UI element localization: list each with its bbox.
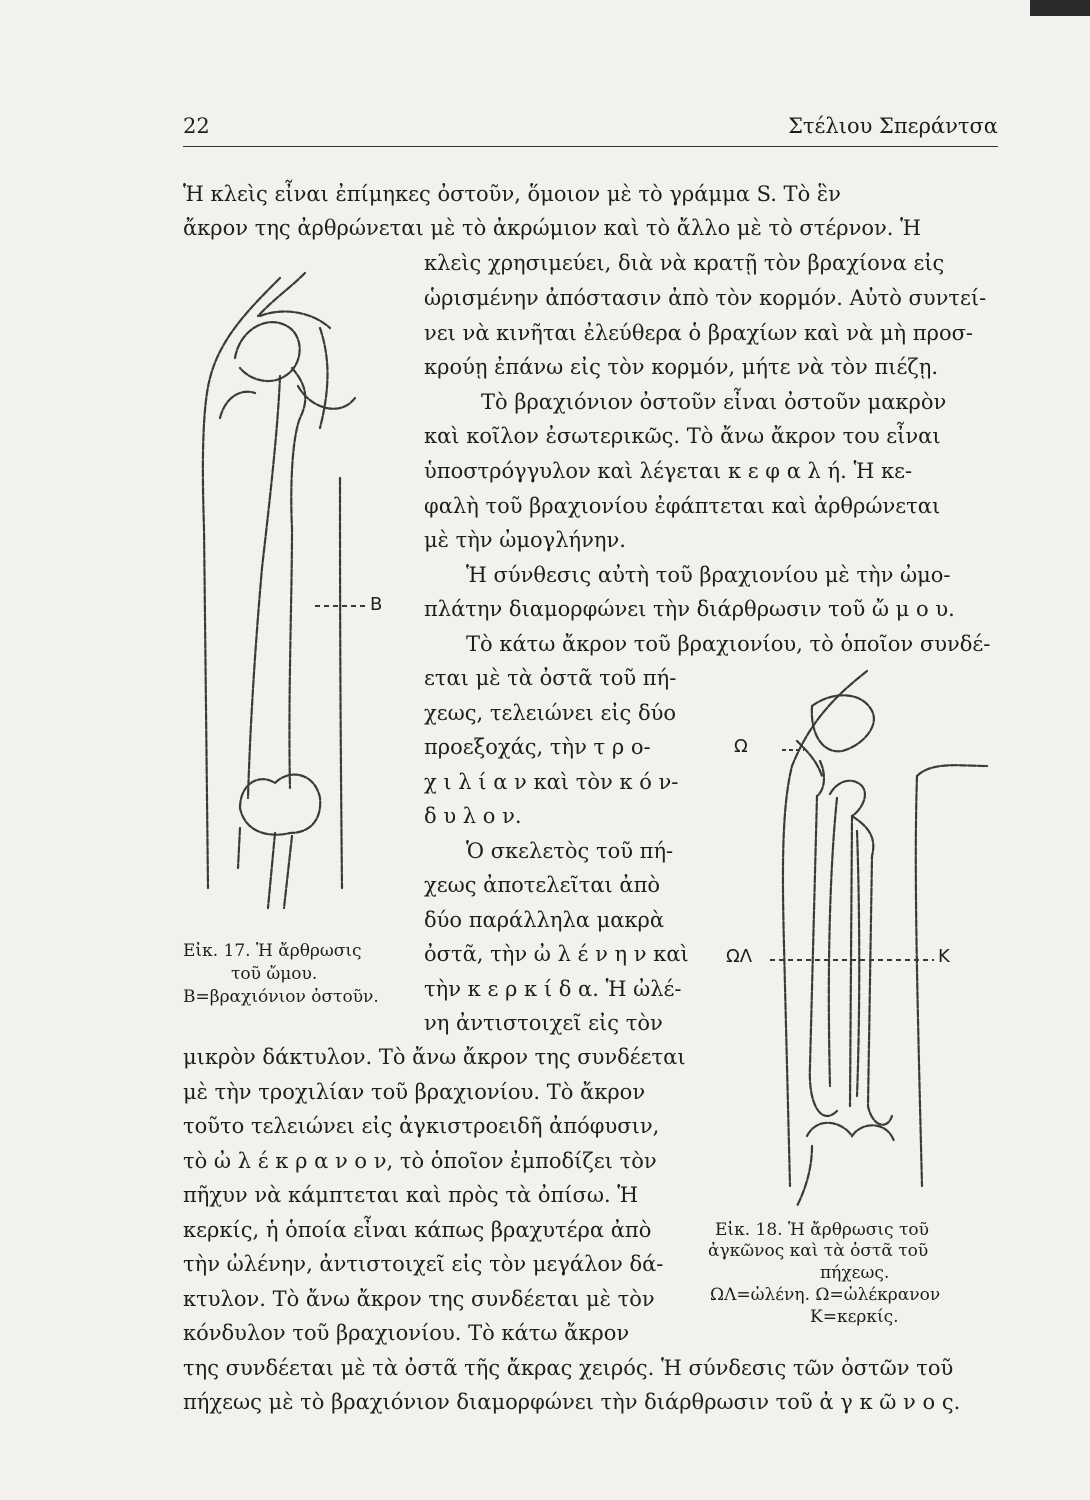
page-number: 22 bbox=[183, 114, 210, 138]
body-line-24: τὴν κ ε ρ κ ί δ α. Ἡ ὠλέ- bbox=[424, 977, 682, 1001]
body-line-29: τὸ ὠ λ έ κ ρ α ν ο ν, τὸ ὁποῖον ἐμποδίζει τὸν bbox=[183, 1149, 657, 1173]
body-line-8: καὶ κοῖλον ἐσωτερικῶς. Τὸ ἄνω ἄκρον του εἶναι bbox=[424, 424, 941, 448]
body-line-22: δύο παράλληλα μακρὰ bbox=[424, 908, 665, 932]
figure-18-caption-line-3: πήχεως. bbox=[820, 1263, 890, 1283]
figure-17-caption-line-1: Εἰκ. 17. Ἡ ἄρθρωσις bbox=[183, 941, 362, 961]
body-line-30: πῆχυν νὰ κάμπτεται καὶ πρὸς τὰ ὀπίσω. Ἡ bbox=[183, 1183, 639, 1207]
body-line-18: χ ι λ ί α ν καὶ τὸν κ ό ν- bbox=[424, 770, 679, 794]
body-line-1: Ἡ κλεὶς εἶναι ἐπίμηκες ὀστοῦν, ὅμοιον μὲ τὸ γράμμα S. Τὸ ἓν bbox=[183, 182, 841, 206]
body-line-23: ὀστᾶ, τὴν ὠ λ έ ν η ν καὶ bbox=[424, 942, 689, 966]
figure-18-caption-line-4: ΩΛ=ὠλένη. Ω=ὠλέκρανον bbox=[710, 1285, 941, 1305]
body-line-14: Τὸ κάτω ἄκρον τοῦ βραχιονίου, τὸ ὁποῖον συνδέ- bbox=[466, 632, 991, 656]
body-line-20: Ὁ σκελετὸς τοῦ πή- bbox=[466, 839, 674, 863]
body-line-4: ὡρισμένην ἀπόστασιν ἀπὸ τὸν κορμόν. Αὐτὸ συντεί- bbox=[424, 286, 987, 310]
header-rule bbox=[183, 146, 998, 147]
figure-18-caption-line-5: Κ=κερκίς. bbox=[810, 1307, 899, 1327]
body-line-3: κλεὶς χρησιμεύει, διὰ νὰ κρατῇ τὸν βραχίονα εἰς bbox=[424, 251, 945, 275]
figure-18-drawing bbox=[712, 666, 1002, 1226]
body-line-28: τοῦτο τελειώνει εἰς ἀγκιστροειδῆ ἀπόφυσιν, bbox=[183, 1114, 660, 1138]
body-line-33: κτυλον. Τὸ ἄνω ἄκρον της συνδέεται μὲ τὸν bbox=[183, 1287, 655, 1311]
scan-corner-shadow bbox=[1030, 0, 1090, 16]
body-line-7: Τὸ βραχιόνιον ὀστοῦν εἶναι ὀστοῦν μακρὸν bbox=[481, 390, 947, 414]
figure-18-elbow-joint bbox=[712, 666, 1002, 1226]
body-line-13: πλάτην διαμορφώνει τὴν διάρθρωσιν τοῦ ὤ μ ο υ. bbox=[424, 597, 955, 621]
body-line-27: μὲ τὴν τροχιλίαν τοῦ βραχιονίου. Τὸ ἄκρον bbox=[183, 1080, 646, 1104]
body-line-16: χεως, τελειώνει εἰς δύο bbox=[424, 701, 677, 725]
body-line-36: πήχεως μὲ τὸ βραχιόνιον διαμορφώνει τὴν διάρθρωσιν τοῦ ἀ γ κ ῶ ν ο ς. bbox=[183, 1390, 961, 1414]
body-line-35: της συνδέεται μὲ τὰ ὀστᾶ τῆς ἄκρας χειρός. Ἡ σύνδεσις τῶν ὀστῶν τοῦ bbox=[183, 1356, 954, 1380]
body-line-26: μικρὸν δάκτυλον. Τὸ ἄνω ἄκρον της συνδέεται bbox=[183, 1045, 686, 1069]
figure-17-caption-line-3: Β=βραχιόνιον ὀστοῦν. bbox=[183, 987, 379, 1007]
figure-17-label-b: B bbox=[370, 594, 383, 615]
body-line-2: ἄκρον της ἀρθρώνεται μὲ τὸ ἀκρώμιον καὶ τὸ ἄλλο μὲ τὸ στέρνον. Ἡ bbox=[183, 216, 921, 240]
body-line-25: νη ἀντιστοιχεῖ εἰς τὸν bbox=[424, 1011, 663, 1035]
body-line-10: φαλὴ τοῦ βραχιονίου ἐφάπτεται καὶ ἀρθρώνεται bbox=[424, 494, 941, 518]
figure-18-label-omega: Ω bbox=[734, 736, 748, 757]
figure-17-caption-line-2: τοῦ ὤμου. bbox=[231, 964, 318, 984]
body-line-6: κρούῃ ἐπάνω εἰς τὸν κορμόν, μήτε νὰ τὸν πιέζῃ. bbox=[424, 355, 939, 379]
body-line-5: νει νὰ κινῆται ἐλεύθερα ὁ βραχίων καὶ νὰ μὴ προσ- bbox=[424, 321, 974, 345]
body-line-34: κόνδυλον τοῦ βραχιονίου. Τὸ κάτω ἄκρον bbox=[183, 1321, 630, 1345]
body-line-12: Ἡ σύνθεσις αὐτὴ τοῦ βραχιονίου μὲ τὴν ὠμο- bbox=[466, 563, 951, 587]
body-line-9: ὑποστρόγγυλον καὶ λέγεται κ ε φ α λ ή. Ἡ κε- bbox=[424, 459, 913, 483]
body-line-21: χεως ἀποτελεῖται ἀπὸ bbox=[424, 873, 661, 897]
running-title: Στέλιου Σπεράντσα bbox=[788, 114, 998, 138]
body-line-19: δ υ λ ο ν. bbox=[424, 804, 522, 828]
figure-17-shoulder-joint bbox=[180, 268, 420, 928]
figure-17-drawing bbox=[180, 268, 420, 928]
body-line-11: μὲ τὴν ὠμογλήνην. bbox=[424, 528, 626, 552]
body-line-15: εται μὲ τὰ ὀστᾶ τοῦ πή- bbox=[424, 666, 677, 690]
body-line-17: προεξοχάς, τὴν τ ρ ο- bbox=[424, 735, 651, 759]
body-line-32: τὴν ὠλένην, ἀντιστοιχεῖ εἰς τὸν μεγάλον δά- bbox=[183, 1252, 664, 1276]
page-header bbox=[183, 112, 998, 142]
figure-18-label-k: K bbox=[938, 946, 950, 967]
figure-18-caption-line-2: ἀγκῶνος καὶ τὰ ὀστᾶ τοῦ bbox=[708, 1241, 929, 1261]
figure-18-caption-line-1: Εἰκ. 18. Ἡ ἄρθρωσις τοῦ bbox=[715, 1220, 929, 1240]
body-line-31: κερκίς, ἡ ὁποία εἶναι κάπως βραχυτέρα ἀπὸ bbox=[183, 1218, 652, 1242]
figure-18-label-omega-lambda: ΩΛ bbox=[726, 946, 753, 967]
